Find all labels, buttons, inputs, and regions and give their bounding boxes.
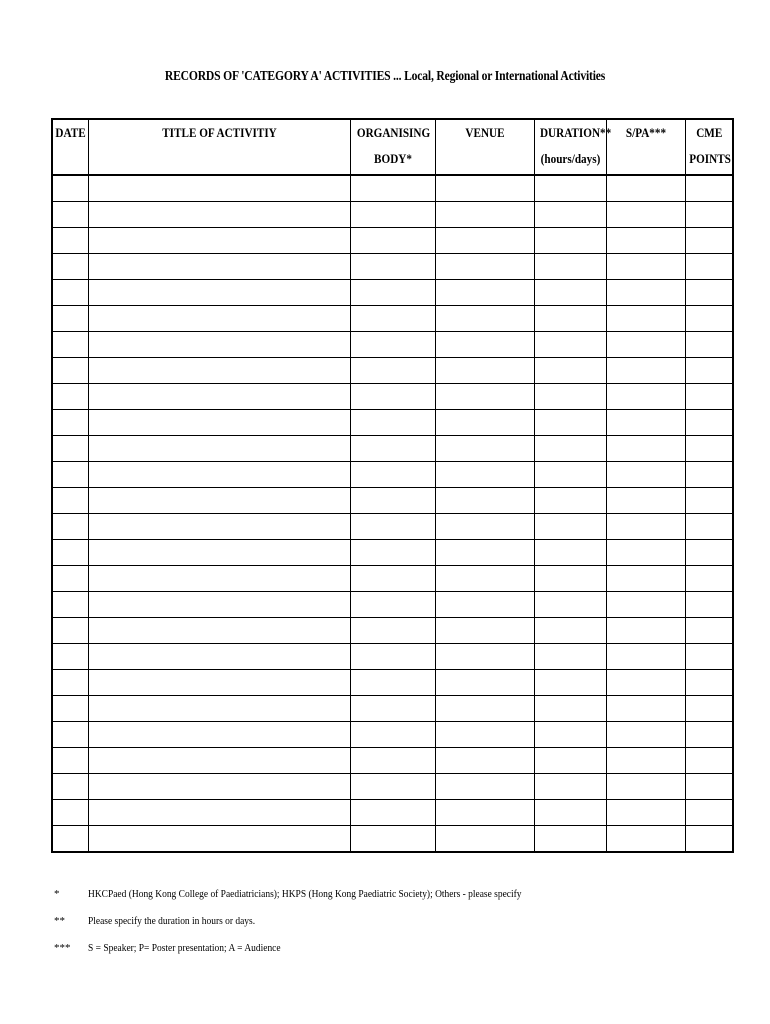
cell-venue[interactable] (435, 202, 534, 228)
cell-date[interactable] (52, 280, 88, 306)
col-organising-body-header: ORGANISING BODY* (350, 119, 435, 175)
table-row (52, 618, 733, 644)
cell-date[interactable] (52, 462, 88, 488)
cell-duration[interactable] (534, 644, 606, 670)
cell-duration[interactable] (534, 592, 606, 618)
cell-spa[interactable] (606, 618, 685, 644)
cell-organising-body[interactable] (350, 748, 435, 774)
table-row (52, 722, 733, 748)
cell-cme-points[interactable] (685, 592, 733, 618)
page-title: RECORDS OF 'CATEGORY A' ACTIVITIES ... Local, Regional or International Activities (164, 68, 606, 83)
cell-duration[interactable] (534, 254, 606, 280)
cell-duration[interactable] (534, 618, 606, 644)
cell-cme-points[interactable] (685, 384, 733, 410)
cell-spa[interactable] (606, 358, 685, 384)
col-cme-points-header: CME POINTS (685, 119, 733, 175)
footnote-duration: ** Please specify the duration in hours or days. (54, 914, 256, 927)
cell-organising-body[interactable] (350, 358, 435, 384)
cell-cme-points[interactable] (685, 254, 733, 280)
cell-venue[interactable] (435, 280, 534, 306)
table-row (52, 826, 733, 853)
cell-date[interactable] (52, 514, 88, 540)
cell-organising-body[interactable] (350, 540, 435, 566)
cell-spa[interactable] (606, 280, 685, 306)
cell-spa[interactable] (606, 175, 685, 202)
cell-duration[interactable] (534, 436, 606, 462)
cell-title[interactable] (88, 436, 350, 462)
cell-venue[interactable] (435, 306, 534, 332)
cell-organising-body[interactable] (350, 436, 435, 462)
cell-cme-points[interactable] (685, 670, 733, 696)
cell-date[interactable] (52, 228, 88, 254)
cell-spa[interactable] (606, 306, 685, 332)
cell-date[interactable] (52, 826, 88, 853)
cell-duration[interactable] (534, 228, 606, 254)
cell-organising-body[interactable] (350, 670, 435, 696)
cell-duration[interactable] (534, 202, 606, 228)
cell-organising-body[interactable] (350, 384, 435, 410)
activities-table (51, 118, 734, 853)
cell-organising-body[interactable] (350, 826, 435, 853)
table-row (52, 228, 733, 254)
cell-date[interactable] (52, 566, 88, 592)
cell-venue[interactable] (435, 670, 534, 696)
cell-title[interactable] (88, 462, 350, 488)
col-venue-header: VENUE (435, 119, 534, 175)
cell-venue[interactable] (435, 462, 534, 488)
cell-cme-points[interactable] (685, 306, 733, 332)
cell-date[interactable] (52, 175, 88, 202)
cell-date[interactable] (52, 254, 88, 280)
cell-spa[interactable] (606, 410, 685, 436)
cell-date[interactable] (52, 774, 88, 800)
cell-cme-points[interactable] (685, 436, 733, 462)
cell-date[interactable] (52, 488, 88, 514)
cell-venue[interactable] (435, 436, 534, 462)
cell-cme-points[interactable] (685, 696, 733, 722)
header-row (52, 119, 733, 175)
table-row (52, 488, 733, 514)
cell-date[interactable] (52, 306, 88, 332)
cell-spa[interactable] (606, 592, 685, 618)
table-row (52, 800, 733, 826)
cell-organising-body[interactable] (350, 722, 435, 748)
cell-duration[interactable] (534, 332, 606, 358)
table-row (52, 462, 733, 488)
col-title-header: TITLE OF ACTIVITIY (88, 119, 350, 175)
col-duration-header: DURATION** (hours/days) (534, 119, 606, 175)
table-row (52, 175, 733, 202)
cell-duration[interactable] (534, 306, 606, 332)
cell-date[interactable] (52, 410, 88, 436)
cell-duration[interactable] (534, 488, 606, 514)
table-row (52, 748, 733, 774)
cell-venue[interactable] (435, 826, 534, 853)
table-row (52, 696, 733, 722)
cell-venue[interactable] (435, 748, 534, 774)
cell-venue[interactable] (435, 722, 534, 748)
cell-duration[interactable] (534, 410, 606, 436)
cell-title[interactable] (88, 332, 350, 358)
cell-organising-body[interactable] (350, 280, 435, 306)
cell-title[interactable] (88, 384, 350, 410)
footnote-organising-body: * HKCPaed (Hong Kong College of Paediatricians); HKPS (Hong Kong Paediatric Society); Others - please specify (54, 887, 522, 900)
table-row (52, 514, 733, 540)
cell-organising-body[interactable] (350, 514, 435, 540)
cell-date[interactable] (52, 696, 88, 722)
cell-cme-points[interactable] (685, 800, 733, 826)
cell-organising-body[interactable] (350, 696, 435, 722)
cell-spa[interactable] (606, 774, 685, 800)
cell-date[interactable] (52, 202, 88, 228)
table-row (52, 384, 733, 410)
cell-title[interactable] (88, 410, 350, 436)
cell-date[interactable] (52, 332, 88, 358)
cell-organising-body[interactable] (350, 228, 435, 254)
cell-venue[interactable] (435, 358, 534, 384)
cell-title[interactable] (88, 306, 350, 332)
cell-duration[interactable] (534, 462, 606, 488)
cell-date[interactable] (52, 748, 88, 774)
cell-title[interactable] (88, 618, 350, 644)
cell-title[interactable] (88, 540, 350, 566)
cell-date[interactable] (52, 722, 88, 748)
cell-cme-points[interactable] (685, 722, 733, 748)
cell-organising-body[interactable] (350, 254, 435, 280)
cell-spa[interactable] (606, 696, 685, 722)
cell-cme-points[interactable] (685, 774, 733, 800)
cell-cme-points[interactable] (685, 332, 733, 358)
cell-duration[interactable] (534, 514, 606, 540)
cell-spa[interactable] (606, 332, 685, 358)
cell-duration[interactable] (534, 800, 606, 826)
cell-organising-body[interactable] (350, 306, 435, 332)
cell-venue[interactable] (435, 696, 534, 722)
cell-title[interactable] (88, 826, 350, 853)
cell-organising-body[interactable] (350, 592, 435, 618)
cell-duration[interactable] (534, 774, 606, 800)
cell-cme-points[interactable] (685, 175, 733, 202)
table-row (52, 410, 733, 436)
table-row (52, 280, 733, 306)
cell-organising-body[interactable] (350, 175, 435, 202)
table-row (52, 540, 733, 566)
cell-title[interactable] (88, 175, 350, 202)
table-row (52, 358, 733, 384)
cell-date[interactable] (52, 800, 88, 826)
cell-organising-body[interactable] (350, 800, 435, 826)
cell-venue[interactable] (435, 254, 534, 280)
cell-venue[interactable] (435, 540, 534, 566)
cell-cme-points[interactable] (685, 826, 733, 853)
cell-organising-body[interactable] (350, 332, 435, 358)
cell-date[interactable] (52, 592, 88, 618)
cell-duration[interactable] (534, 540, 606, 566)
table-row (52, 670, 733, 696)
cell-venue[interactable] (435, 332, 534, 358)
table-row (52, 202, 733, 228)
cell-organising-body[interactable] (350, 462, 435, 488)
cell-duration[interactable] (534, 826, 606, 853)
cell-spa[interactable] (606, 202, 685, 228)
cell-spa[interactable] (606, 826, 685, 853)
table-row (52, 254, 733, 280)
cell-title[interactable] (88, 202, 350, 228)
footnote-spa: *** S = Speaker; P= Poster presentation; A = Audience (54, 941, 281, 954)
cell-venue[interactable] (435, 800, 534, 826)
cell-duration[interactable] (534, 748, 606, 774)
cell-spa[interactable] (606, 748, 685, 774)
cell-title[interactable] (88, 254, 350, 280)
cell-duration[interactable] (534, 280, 606, 306)
cell-duration[interactable] (534, 358, 606, 384)
cell-organising-body[interactable] (350, 618, 435, 644)
cell-title[interactable] (88, 722, 350, 748)
cell-spa[interactable] (606, 644, 685, 670)
cell-title[interactable] (88, 358, 350, 384)
cell-duration[interactable] (534, 670, 606, 696)
cell-organising-body[interactable] (350, 410, 435, 436)
cell-cme-points[interactable] (685, 202, 733, 228)
table-row (52, 306, 733, 332)
cell-cme-points[interactable] (685, 618, 733, 644)
table-row (52, 774, 733, 800)
cell-cme-points[interactable] (685, 488, 733, 514)
cell-date[interactable] (52, 436, 88, 462)
cell-venue[interactable] (435, 514, 534, 540)
cell-duration[interactable] (534, 722, 606, 748)
cell-venue[interactable] (435, 410, 534, 436)
cell-spa[interactable] (606, 488, 685, 514)
cell-date[interactable] (52, 540, 88, 566)
cell-venue[interactable] (435, 488, 534, 514)
cell-venue[interactable] (435, 592, 534, 618)
cell-cme-points[interactable] (685, 410, 733, 436)
col-spa-header: S/PA*** (606, 119, 685, 175)
cell-cme-points[interactable] (685, 280, 733, 306)
table-row (52, 566, 733, 592)
cell-title[interactable] (88, 748, 350, 774)
cell-spa[interactable] (606, 800, 685, 826)
cell-organising-body[interactable] (350, 202, 435, 228)
table-row (52, 592, 733, 618)
cell-cme-points[interactable] (685, 358, 733, 384)
cell-cme-points[interactable] (685, 462, 733, 488)
cell-organising-body[interactable] (350, 644, 435, 670)
cell-spa[interactable] (606, 384, 685, 410)
cell-title[interactable] (88, 644, 350, 670)
cell-cme-points[interactable] (685, 748, 733, 774)
cell-spa[interactable] (606, 670, 685, 696)
cell-date[interactable] (52, 670, 88, 696)
cell-duration[interactable] (534, 384, 606, 410)
cell-spa[interactable] (606, 722, 685, 748)
cell-date[interactable] (52, 618, 88, 644)
cell-spa[interactable] (606, 254, 685, 280)
cell-duration[interactable] (534, 696, 606, 722)
cell-title[interactable] (88, 774, 350, 800)
cell-venue[interactable] (435, 566, 534, 592)
cell-date[interactable] (52, 384, 88, 410)
cell-duration[interactable] (534, 566, 606, 592)
cell-spa[interactable] (606, 436, 685, 462)
cell-spa[interactable] (606, 540, 685, 566)
cell-date[interactable] (52, 358, 88, 384)
cell-cme-points[interactable] (685, 540, 733, 566)
table-row (52, 644, 733, 670)
cell-spa[interactable] (606, 514, 685, 540)
cell-title[interactable] (88, 592, 350, 618)
cell-title[interactable] (88, 228, 350, 254)
cell-date[interactable] (52, 644, 88, 670)
cell-venue[interactable] (435, 644, 534, 670)
cell-venue[interactable] (435, 228, 534, 254)
cell-spa[interactable] (606, 228, 685, 254)
cell-spa[interactable] (606, 462, 685, 488)
cell-venue[interactable] (435, 175, 534, 202)
cell-spa[interactable] (606, 566, 685, 592)
cell-title[interactable] (88, 670, 350, 696)
cell-organising-body[interactable] (350, 774, 435, 800)
col-date-header: DATE (52, 119, 88, 175)
cell-cme-points[interactable] (685, 514, 733, 540)
cell-title[interactable] (88, 514, 350, 540)
cell-title[interactable] (88, 696, 350, 722)
cell-title[interactable] (88, 280, 350, 306)
cell-venue[interactable] (435, 618, 534, 644)
cell-title[interactable] (88, 800, 350, 826)
cell-duration[interactable] (534, 175, 606, 202)
table-row (52, 436, 733, 462)
cell-venue[interactable] (435, 384, 534, 410)
footnotes (54, 880, 754, 961)
cell-title[interactable] (88, 566, 350, 592)
cell-organising-body[interactable] (350, 566, 435, 592)
cell-cme-points[interactable] (685, 644, 733, 670)
cell-venue[interactable] (435, 774, 534, 800)
cell-cme-points[interactable] (685, 566, 733, 592)
table-row (52, 332, 733, 358)
cell-title[interactable] (88, 488, 350, 514)
cell-organising-body[interactable] (350, 488, 435, 514)
cell-cme-points[interactable] (685, 228, 733, 254)
